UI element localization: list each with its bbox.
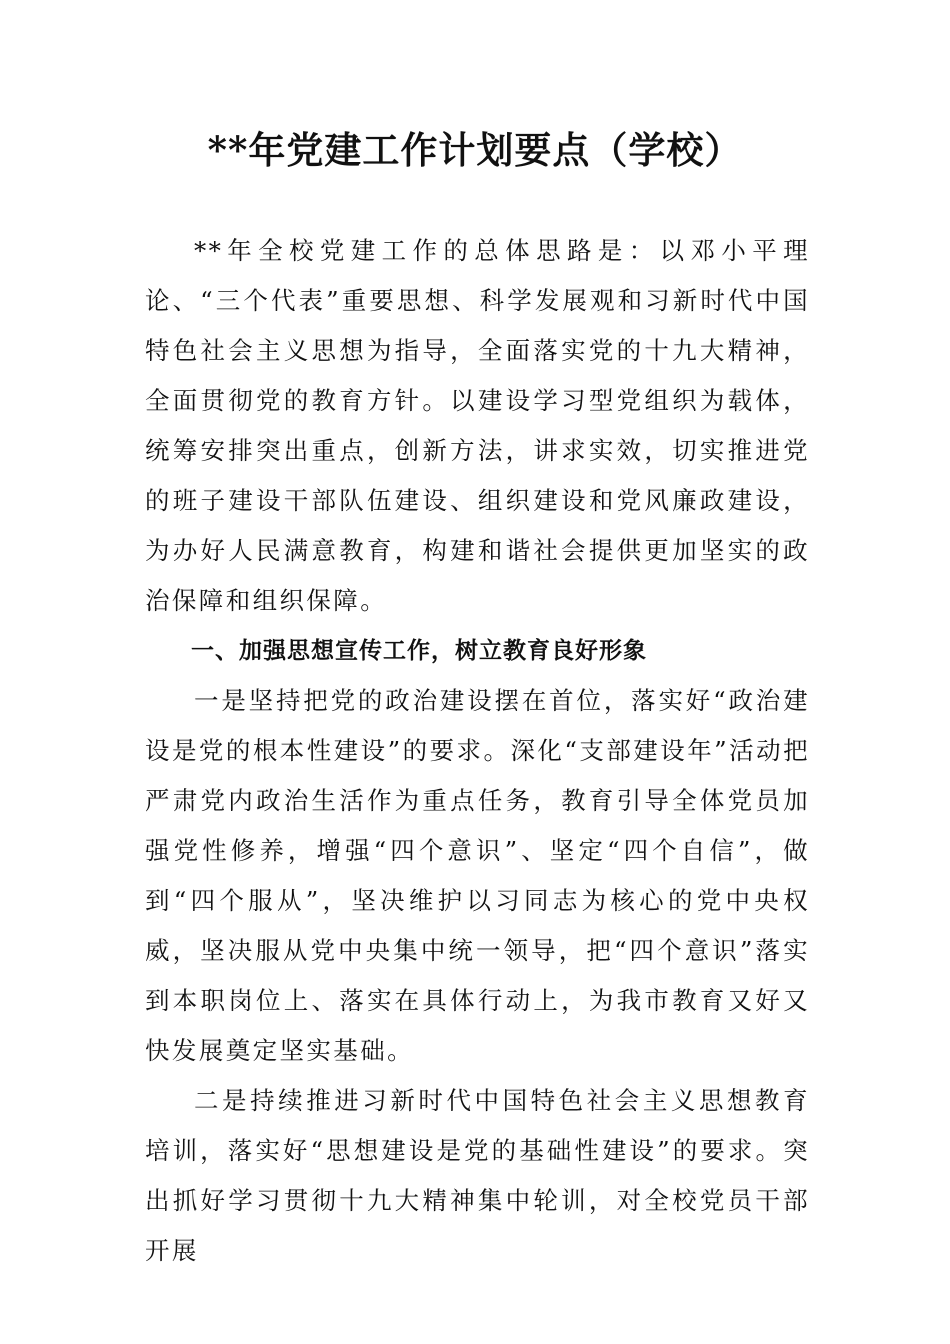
paragraph-1: 一是坚持把党的政治建设摆在首位，落实好“政治建设是党的根本性建设”的要求。深化“支部建设年”活动把严肃党内政治生活作为重点任务，教育引导全体党员加强党性修养，增强“四个意识”、坚定“四个自信”，做到“四个服从”，坚决维护以习同志为核心的党中央权威，坚决服从党中央集中统一领导，把“四个意识”落实到本职岗位上、落实在具体行动上，为我市教育又好又快发展奠定坚实基础。 bbox=[145, 686, 810, 1065]
document-body bbox=[145, 226, 810, 1276]
paragraph-2: 二是持续推进习新时代中国特色社会主义思想教育培训，落实好“思想建设是党的基础性建设”的要求。突出抓好学习贯彻十九大精神集中轮训，对全校党员干部开展 bbox=[145, 1086, 810, 1265]
document-title: **年党建工作计划要点（学校） bbox=[207, 128, 743, 172]
section-heading-1: 一、加强思想宣传工作，树立教育良好形象 bbox=[191, 638, 647, 664]
intro-paragraph: **年全校党建工作的总体思路是：以邓小平理论、“三个代表”重要思想、科学发展观和习新时代中国特色社会主义思想为指导，全面落实党的十九大精神，全面贯彻党的教育方针。以建设学习型党组织为载体，统筹安排突出重点，创新方法，讲求实效，切实推进党的班子建设干部队伍建设、组织建设和党风廉政建设，为办好人民满意教育，构建和谐社会提供更加坚实的政治保障和组织保障。 bbox=[145, 236, 810, 615]
